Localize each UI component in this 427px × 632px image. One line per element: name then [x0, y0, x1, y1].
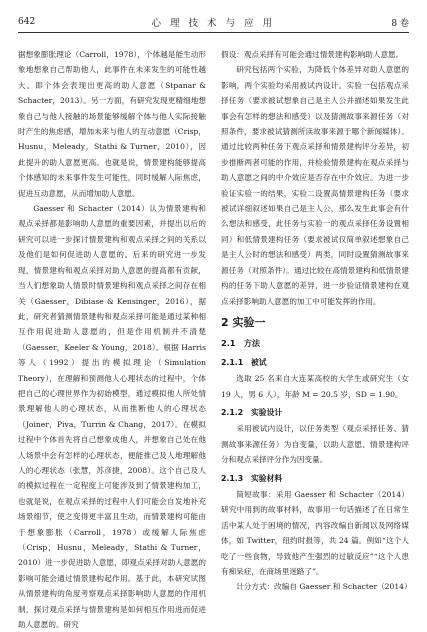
hypothesis-text: 假设：观点采择有可能会通过情景建构影响助人意愿。 [221, 50, 404, 59]
right-column [221, 47, 412, 595]
body-paragraph: 采用被试内设计，以任务类型（观点采择任务、猜测故事来源任务）为自变量，以助人意愿、情景建构评分和观点采择评分作为因变量。 [221, 424, 409, 465]
body-paragraph: 据想象膨胀理论（Carroll，1978），个体越是能生动形象地想象自己帮助他人，此事件在未来发生的可能性越大。即个体会表现出更高的助人意愿（Stpanar & Schacter，2013）。另一方面，有研究发现更精细地想象自己与他人接触的场景能够缓解个体与他人实际接触时产生的焦虑感，增加未来与他人的互动意愿（Crisp，Husnu，Meleady，Stathi & Turner，2010），因此提升的助人意愿更高。也就是说，情景建构能够提高个体感知的未来事件发生可能性，同时缓解人际焦虑，促进互动意愿，从而增加助人意愿。 [18, 50, 206, 198]
body-paragraph: Gaesser 和 Schacter（2014）认为情景建构和观点采择都是影响助人意愿的重要因素，并提出以后的研究可以进一步探讨情景建构和观点采择之间的关系以及他们是如何促进助人意愿的。后来的研究进一步发现，情景建构和观点采择对助人意愿的提高都有贡献，当人们想象助人情景时情景建构和观点采择之间存在相关（Gaesser，Dibiase & Kensinger，2016），据此，研究者猜测情景建构和观点采择可能是通过某种相互作用促进助人意愿的，但是作用机制并不清楚（Gaesser，Keeler & Young，2018）。根据 Harris 等人（1992）提出的模拟理论（Simulation Theory），在理解和预测他人心理状态的过程中，个体把自己的心理世界作为初始模型，通过模拟他人所处情景理解他人的心理状态，从而推断他人的心理状态（Joiner，Piva，Turrin & Chang，2017）。在模拟过程中个体首先将自己想象成他人，并想象自己处在他人场景中会有怎样的心理状态，便能推己及人地理解他人的心理状态（张慧，苏彦捷，2008）。这个自己及人的模拟过程在一定程度上可能涉及到了情景建构加工，也就是说，在观点采择的过程中人们可能会自发地补充场景细节，使之变得更丰富且生动，而情景建构可能由于想象膨胀（Carroll，1978）或缓解人际焦虑（Crisp，Husnu，Meleady，Stathi & Turner，2010）进一步促进助人意愿，即观点采择对助人意愿的影响可能会通过情景建构起作用。基于此，本研究试图从情景建构的角度考察观点采择影响助人意愿的作用机制，探讨观点采择与情景建构是如何相互作用进而促进助人意愿的。研究 [18, 204, 206, 630]
body-paragraph: 选取 25 名来自大连某高校的大学生或研究生（女 19 人，男 6 人），年龄 M = 20.5 岁，SD = 1.90。 [221, 374, 409, 399]
subsection-heading: 2.1 方法 [221, 338, 261, 349]
left-column [18, 47, 206, 632]
volume-label: 8 卷 [391, 18, 409, 29]
subsubsection-heading: 2.1.3 实验材料 [221, 473, 283, 483]
subsubsection-heading: 2.1.1 被试 [221, 357, 267, 367]
body-paragraph: 计分方式：改编自 Gaesser 和 Schacter（2014） [236, 582, 412, 592]
section-heading: 2 实验一 [221, 315, 266, 329]
page-number: 642 [18, 17, 36, 27]
journal-title: 心 理 技 术 与 应 用 [151, 18, 276, 29]
body-paragraph: 研究包括两个实验，为降低个体差异对助人意愿的影响，两个实验均采用被试内设计。实验一包括观点采择任务（要求被试想象自己是主人公并描述如果发生此事会有怎样的想法和感受）以及猜测故事来源任务（对照条件，要求被试猜测所读故事来源于哪个新闻媒体）。通过比较两种任务下观点采择和情景建构评分差异，初步推断两者可能的作用，并检验情景建构在观点采择与助人意愿之间的中介效应是否存在中介效应。为进一步验证实验一的结果，实验二设置高情景建构任务（要求被试详细叙述如果自己是主人公，那么发生此事会有什么想法和感受，此任务与实验一的观点采择任务设置相同）和低情景建构任务（要求被试仅简单叙述想象自己是主人公时的想法和感受）两类，同时设置猜测故事来源任务（对照条件）。通过比较在高情景建构和低情景建构的任务下助人意愿的差异，进一步验证情景建构在观点采择影响助人意愿的加工中可能发挥的作用。 [221, 65, 409, 306]
page-header [18, 12, 409, 33]
body-paragraph: 简短故事：采用 Gaesser 和 Schacter（2014）研究中用到的故事材料，故事用一句话描述了在日常生活中某人处于困境的情况，内容改编自新闻以及网络媒体，如 Twitter，纽约时报等，共 24 篇。例如“这个人吃了一些食物，导致他产生强烈的过敏反应”“这个人患有痴呆症，在商场里迷路了”。 [221, 489, 409, 576]
subsubsection-heading: 2.1.2 实验设计 [221, 407, 283, 417]
